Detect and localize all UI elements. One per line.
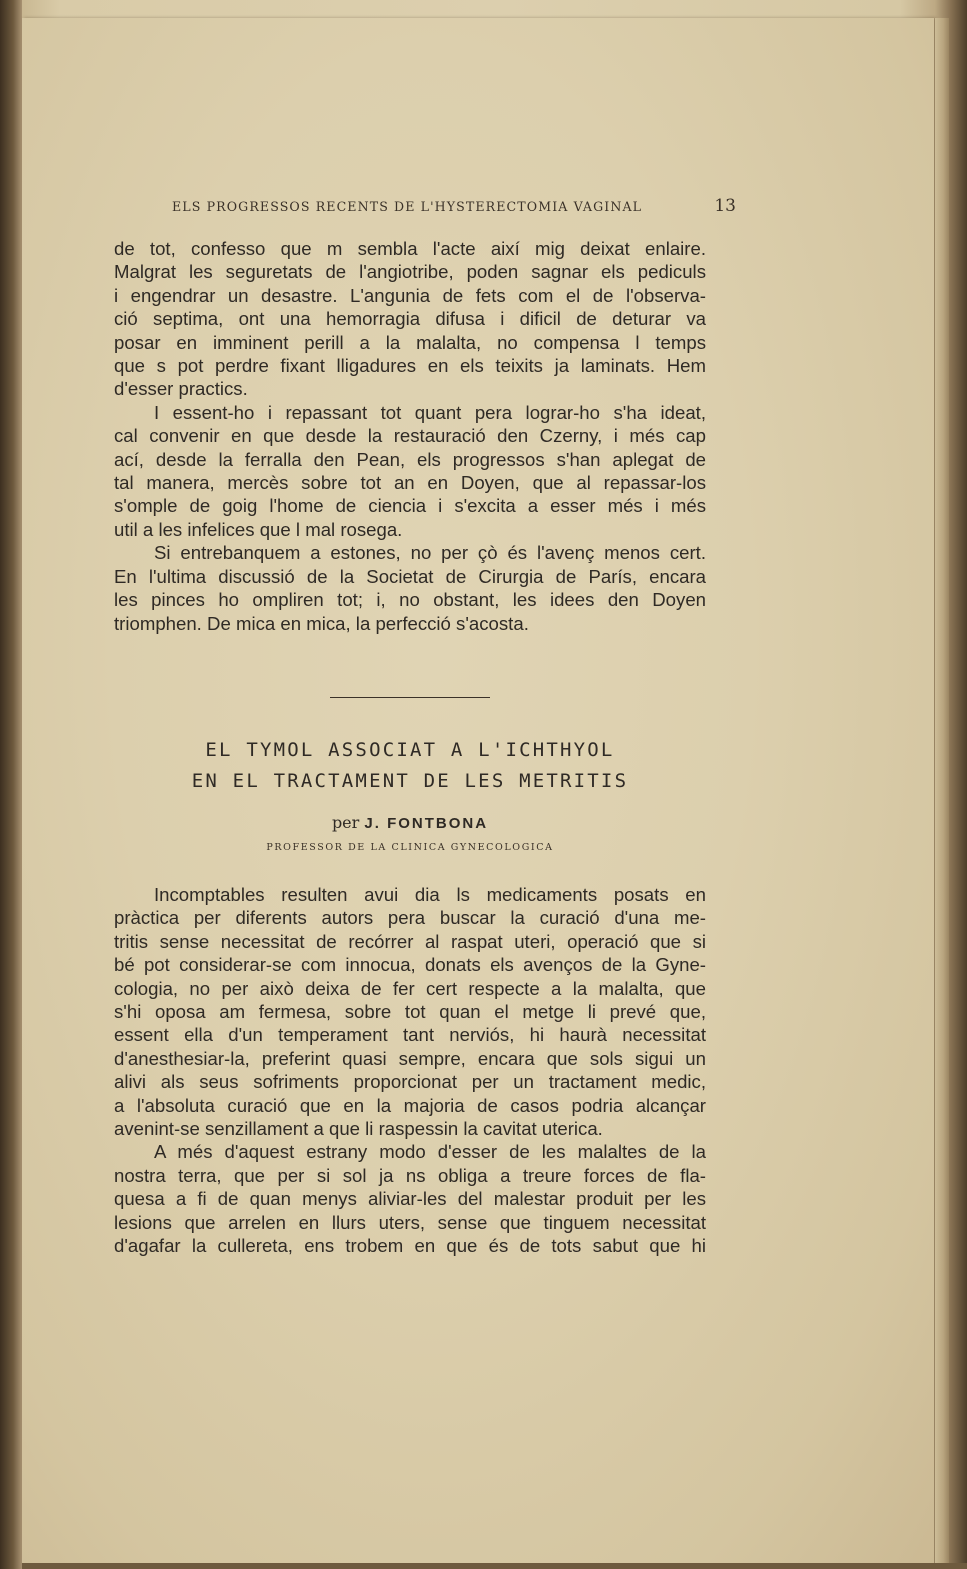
paragraph: [114, 541, 706, 635]
book-spine: [0, 0, 22, 1569]
text-line: quesa a fi de quan menys aliviar-les del malestar produit per les: [114, 1188, 706, 1210]
text-line: cal convenir en que desde la restauració den Czerny, i més cap: [114, 425, 706, 447]
text-line: i engendrar un desastre. L'angunia de fets com el de l'observa-: [114, 284, 706, 306]
text-line: lesions que arrelen en llurs uters, sense que tinguem necessitat: [114, 1211, 706, 1233]
text-line: avenint-se senzillament a que li raspessin la cavitat uterica.: [114, 1118, 603, 1140]
text-line: que s pot perdre fixant lligadures en els teixits ja laminats. Hem: [114, 355, 706, 377]
text-line: alivi als seus sofriments proporcionat per un tractament medic,: [114, 1071, 706, 1093]
text-line: Incomptables resulten avui dia ls medicaments posats en: [154, 884, 706, 905]
text-line: util a les infelices que l mal rosega.: [114, 518, 403, 540]
article-byline: [114, 813, 706, 832]
text-line: cologia, no per això deixa de fer cert respecte a la malalta, que: [114, 977, 706, 999]
page-number: 13: [714, 196, 736, 216]
article-title-line-1: EL TYMOL ASSOCIAT A L'ICHTHYOL: [205, 739, 615, 761]
text-line: pràctica per diferents autors pera buscar la curació d'una me-: [114, 907, 706, 929]
text-line: s'omple de goig l'home de ciencia i s'excita a esser més i més: [114, 495, 706, 517]
article-title-line-2: EN EL TRACTAMENT DE LES METRITIS: [191, 770, 629, 792]
author-name: J. FONTBONA: [364, 815, 489, 832]
text-line: a l'absoluta curació que en la majoria de casos podria alcançar: [114, 1094, 706, 1116]
text-line: triomphen. De mica en mica, la perfecció s'acosta.: [114, 612, 529, 634]
running-title: ELS PROGRESSOS RECENTS DE L'HYSTERECTOMIA VAGINAL: [172, 199, 643, 214]
text-line: d'esser practics.: [114, 378, 248, 400]
section-divider-rule: [330, 697, 490, 698]
text-line: posar en imminent perill a la malalta, no compensa l temps: [114, 331, 706, 353]
text-line: ací, desde la ferralla den Pean, els progressos s'han aplegat de: [114, 448, 706, 470]
page-bottom-edge: [22, 1563, 967, 1569]
text-line: nostra terra, que per si sol ja ns obliga a treure forces de fla-: [114, 1164, 706, 1186]
text-line: de tot, confesso que m sembla l'acte així mig deixat enlaire.: [114, 238, 706, 259]
text-line: d'anesthesiar-la, preferint quasi sempre, encara que sols sigui un: [114, 1047, 706, 1069]
text-line: Malgrat les seguretats de l'angiotribe, poden sagnar els pediculs: [114, 261, 706, 283]
paragraph: [114, 1140, 706, 1257]
text-line: Si entrebanquem a estones, no per çò és l'avenç menos cert.: [154, 542, 706, 564]
paragraph: [114, 883, 706, 1140]
section-2-body: [114, 883, 706, 1258]
page-edge: [935, 18, 949, 1566]
section-1-body: [114, 237, 706, 635]
text-line: ció septima, ont una hemorragia difusa i dificil de deturar va: [114, 308, 706, 330]
author-affiliation: PROFESSOR DE LA CLINICA GYNECOLOGICA: [266, 842, 554, 853]
text-line: tal manera, mercès sobre tot an en Doyen, que al repassar-los: [114, 472, 706, 494]
text-line: les pinces ho ompliren tot; i, no obstant, les idees den Doyen: [114, 589, 706, 611]
text-line: tritis sense necessitat de recórrer al raspat uteri, operació que si: [114, 930, 706, 952]
text-line: En l'ultima discussió de la Societat de Cirurgia de París, encara: [114, 565, 706, 587]
text-line: s'hi oposa am fermesa, sobre tot quan el metge li prevé que,: [114, 1001, 706, 1023]
byline-prefix: per: [331, 813, 360, 832]
running-header: [172, 196, 736, 216]
text-line: A més d'aquest estrany modo d'esser de les malaltes de la: [154, 1141, 706, 1163]
paragraph: [114, 237, 706, 401]
paragraph: [114, 401, 706, 541]
text-line: essent ella d'un temperament tant nerviós, hi haurà necessitat: [114, 1024, 706, 1046]
text-line: d'agafar la cullereta, ens trobem en que és de tots sabut que hi: [114, 1235, 706, 1257]
text-line: bé pot considerar-se com innocua, donats els avenços de la Gyne-: [114, 954, 706, 976]
text-line: I essent-ho i repassant tot quant pera lograr-ho s'ha ideat,: [154, 401, 706, 423]
